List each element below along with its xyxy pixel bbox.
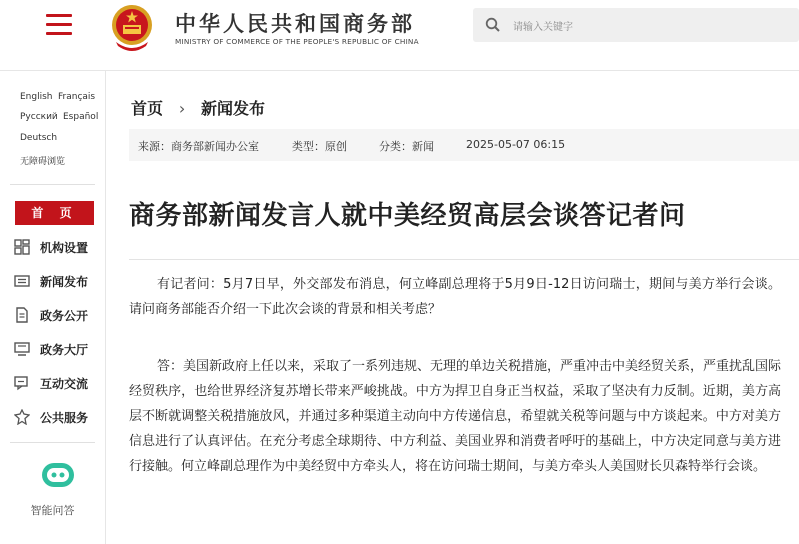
sidebar-divider [10, 442, 95, 443]
lang-german[interactable]: Deutsch [20, 133, 58, 143]
sidebar [0, 70, 106, 544]
breadcrumb-home[interactable]: 首页 [131, 99, 164, 118]
sidebar-item-gov-affairs[interactable] [14, 306, 102, 326]
sidebar-item-label: 公共服务 [40, 411, 89, 425]
sidebar-item-news[interactable] [14, 272, 102, 292]
meta-category: 分类：新闻 [379, 140, 434, 153]
breadcrumb [131, 96, 265, 119]
lang-spanish[interactable]: Español [63, 112, 99, 122]
document-icon [14, 307, 30, 323]
menu-icon[interactable] [46, 14, 72, 36]
sidebar-item-label: 互动交流 [40, 377, 89, 391]
site-subtitle: MINISTRY OF COMMERCE OF THE PEOPLE'S REPUBLIC OF CHINA [175, 37, 419, 46]
sidebar-item-label: 机构设置 [40, 241, 89, 255]
meta-type: 类型：原创 [292, 140, 347, 153]
sidebar-item-service-hall[interactable] [14, 340, 102, 360]
site-title: 中华人民共和国商务部 [175, 11, 415, 36]
breadcrumb-separator: › [178, 99, 186, 118]
chatbot-icon[interactable] [40, 460, 76, 490]
sidebar-item-interaction[interactable] [14, 374, 102, 394]
monitor-icon [14, 341, 30, 357]
chat-icon [14, 375, 30, 391]
meta-source: 来源：商务部新闻办公室 [138, 140, 259, 153]
home-button[interactable]: 首 页 [15, 201, 94, 225]
article-paragraph: 有记者问：5月7日早，外交部发布消息，何立峰副总理将于5月9日-12日访问瑞士，期间与美方举行会谈。请问商务部能否介绍一下此次会谈的背景和相关考虑？ [129, 277, 781, 317]
org-chart-icon [14, 239, 30, 255]
title-divider [129, 259, 799, 260]
sidebar-item-org[interactable] [14, 238, 102, 258]
article-meta [129, 129, 799, 161]
search-bar[interactable] [473, 8, 799, 42]
news-icon [14, 273, 30, 289]
article-paragraph: 答：美国新政府上任以来，采取了一系列违规、无理的单边关税措施，严重冲击中美经贸关系，严重扰乱国际经贸秩序，也给世界经济复苏增长带来严峻挑战。中方为捍卫自身正当权益，采取了坚决有力反制。近期，美方高层不断就调整关税措施放风，并通过多种渠道主动向中方传递信息，希望就关税等问题与中方谈起来。中方对美方信息进行了认真评估。在充分考虑全球期待、中方利益、美国业界和消费者呼吁的基础上，中方决定同意与美方进行接触。何立峰副总理作为中美经贸中方牵头人，将在访问瑞士期间，与美方牵头人美国财长贝森特举行会谈。 [129, 359, 782, 474]
sidebar-item-public-service[interactable] [14, 408, 102, 428]
lang-english[interactable]: English [20, 92, 53, 102]
site-header [0, 0, 799, 71]
accessibility-link[interactable]: 无障碍浏览 [20, 157, 66, 167]
assistant-label[interactable]: 智能问答 [30, 504, 75, 517]
sidebar-divider [10, 184, 95, 185]
search-icon[interactable] [485, 17, 501, 33]
service-icon [14, 409, 30, 425]
sidebar-item-label: 政务大厅 [40, 343, 89, 357]
meta-datetime: 2025-05-07 06:15 [466, 138, 566, 151]
sidebar-item-label: 新闻发布 [40, 275, 89, 289]
national-emblem-icon[interactable] [108, 2, 156, 52]
lang-russian[interactable]: Русский [20, 112, 58, 122]
sidebar-item-label: 政务公开 [40, 309, 89, 323]
lang-french[interactable]: Français [58, 92, 96, 102]
article-title: 商务部新闻发言人就中美经贸高层会谈答记者问 [129, 201, 686, 231]
search-input[interactable]: 请输入关键字 [513, 22, 573, 33]
breadcrumb-current[interactable]: 新闻发布 [201, 99, 266, 118]
